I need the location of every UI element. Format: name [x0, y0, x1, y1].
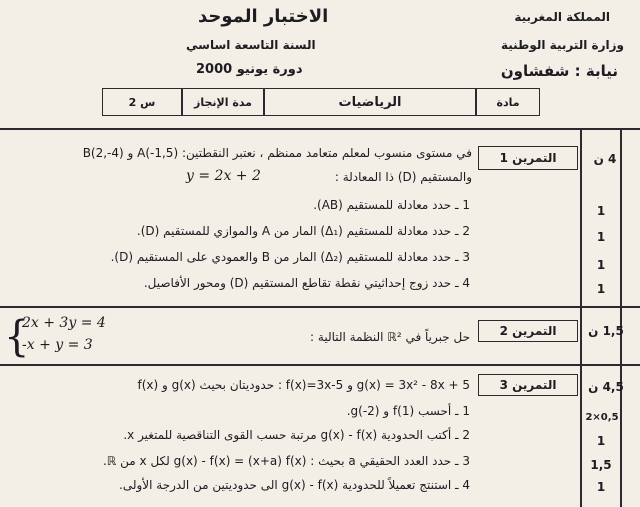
exercise3-item-2-points: 1 [596, 434, 606, 448]
info-table [102, 88, 540, 116]
exercise1-title-box [478, 146, 578, 170]
exercise1-points: 4 ن [593, 152, 617, 166]
system-eq-1: 2x + 3y = 4 [22, 315, 106, 331]
exercise2-title-box [478, 320, 578, 342]
exercise1-item-3: 3 ـ حدد معادلة للمستقيم (Δ₂) المار من B والعمودي على المستقيم (D). [110, 250, 470, 264]
exercise1-item-3-points: 1 [596, 258, 606, 272]
kingdom-label: المملكة المغربية [514, 10, 610, 24]
duration-value: 2 س [128, 95, 156, 109]
exercise3-intro: f(x) و g(x) حدوديتان بحيث : f(x)=3x-5 و g(x) = 3x² - 8x + 5 [137, 378, 470, 392]
exercise1-item-1-points: 1 [596, 204, 606, 218]
subject-value: الرياضيات [338, 94, 402, 110]
exercise3-item-1-points: 2×0,5 [585, 412, 619, 423]
exercise1-intro: في مستوى منسوب لمعلم متعامد ممنظم ، نعتبر النقطتين: A(-1,5) و B(2,-4) [82, 146, 472, 160]
exercise3-item-4-points: 1 [596, 480, 606, 494]
exercise2-points: 1,5 ن [588, 324, 624, 338]
exercise1-title: التمرين 1 [499, 151, 557, 165]
exercise3-title-box [478, 374, 578, 396]
exercise1-item-1: 1 ـ حدد معادلة للمستقيم (AB). [313, 198, 470, 212]
grade-label: السنة التاسعة اساسي [186, 38, 316, 52]
exercise2-title: التمرين 2 [499, 324, 557, 338]
ministry-label: وزارة التربية الوطنية [500, 38, 624, 52]
equation-system [22, 312, 106, 356]
exercise3-item-4: 4 ـ استنتج تعميلاً للحدودية g(x) - f(x) الى حدوديتين من الدرجة الأولى. [119, 478, 470, 492]
system-eq-2: -x + y = 3 [22, 337, 93, 353]
exercise1-equation: y = 2x + 2 [186, 168, 261, 184]
exercise3-title: التمرين 3 [499, 378, 557, 392]
exercise1-line-intro: والمستقيم (D) ذا المعادلة : [334, 170, 472, 184]
system-brace: { [4, 312, 30, 362]
exercise3-item-3: 3 ـ حدد العدد الحقيقي a بحيث : g(x) - f(x) = (x+a) f(x) لكل x من ℝ. [102, 454, 470, 468]
exercise3-item-3-points: 1,5 [590, 458, 612, 472]
exam-title: الاختبار الموحد [198, 6, 329, 27]
session-label: دورة يونيو 2000 [196, 62, 303, 77]
exercise3-points: 4,5 ن [588, 380, 624, 394]
exercise3-item-1: 1 ـ أحسب f(1) و g(-2). [346, 404, 470, 418]
exercise1-item-4: 4 ـ حدد زوج إحداثيتي نقطة تقاطع المستقيم (D) ومحور الأفاصيل. [143, 276, 470, 290]
exercise1-item-2: 2 ـ حدد معادلة للمستقيم (Δ₁) المار من A والموازي للمستقيم (D). [136, 224, 470, 238]
subject-label: مادة [496, 95, 520, 109]
exercise1-item-4-points: 1 [596, 282, 606, 296]
delegation-label: نيابة : شفشاون [500, 62, 618, 80]
exercise1-item-2-points: 1 [596, 230, 606, 244]
exercise2-text: حل جبرياً في ℝ² النظمة التالية : [310, 330, 470, 344]
exercise3-item-2: 2 ـ أكتب الحدودية g(x) - f(x) مرتبة حسب القوى التناقصية للمتغير x. [123, 428, 470, 442]
duration-label: مدة الإنجاز [194, 95, 252, 109]
